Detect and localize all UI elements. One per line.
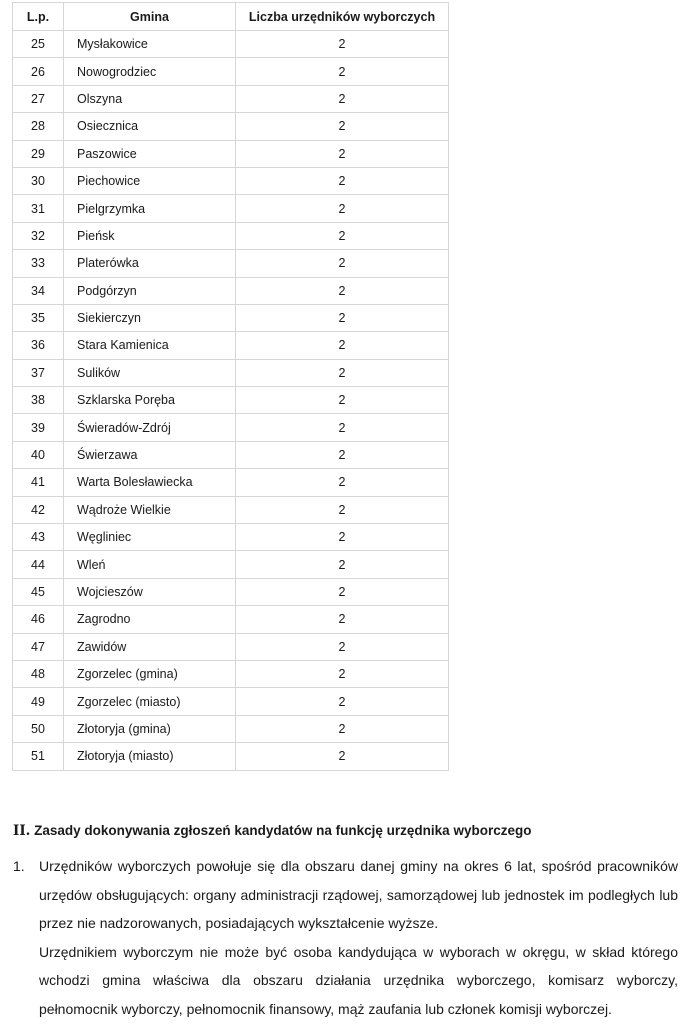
cell-count: 2 bbox=[236, 441, 449, 468]
cell-gmina: Pieńsk bbox=[64, 222, 236, 249]
cell-lp: 34 bbox=[13, 277, 64, 304]
table-row bbox=[13, 743, 449, 770]
table-row bbox=[13, 688, 449, 715]
cell-count: 2 bbox=[236, 250, 449, 277]
cell-lp: 42 bbox=[13, 496, 64, 523]
table-row bbox=[13, 58, 449, 85]
cell-gmina: Wleń bbox=[64, 551, 236, 578]
table-row bbox=[13, 304, 449, 331]
table-row bbox=[13, 113, 449, 140]
cell-count: 2 bbox=[236, 660, 449, 687]
header-gmina: Gmina bbox=[64, 3, 236, 31]
cell-lp: 45 bbox=[13, 578, 64, 605]
table-row bbox=[13, 441, 449, 468]
cell-count: 2 bbox=[236, 715, 449, 742]
table-row bbox=[13, 633, 449, 660]
cell-gmina: Stara Kamienica bbox=[64, 332, 236, 359]
cell-lp: 32 bbox=[13, 222, 64, 249]
cell-count: 2 bbox=[236, 277, 449, 304]
table-row bbox=[13, 31, 449, 58]
cell-gmina: Złotoryja (miasto) bbox=[64, 743, 236, 770]
cell-gmina: Platerówka bbox=[64, 250, 236, 277]
table-row bbox=[13, 414, 449, 441]
cell-gmina: Warta Bolesławiecka bbox=[64, 469, 236, 496]
cell-gmina: Świeradów-Zdrój bbox=[64, 414, 236, 441]
cell-gmina: Olszyna bbox=[64, 85, 236, 112]
cell-count: 2 bbox=[236, 332, 449, 359]
cell-count: 2 bbox=[236, 578, 449, 605]
cell-count: 2 bbox=[236, 496, 449, 523]
cell-lp: 49 bbox=[13, 688, 64, 715]
cell-gmina: Nowogrodziec bbox=[64, 58, 236, 85]
cell-count: 2 bbox=[236, 633, 449, 660]
cell-count: 2 bbox=[236, 606, 449, 633]
numbered-paragraph bbox=[13, 852, 678, 1024]
table-row bbox=[13, 85, 449, 112]
cell-gmina: Złotoryja (gmina) bbox=[64, 715, 236, 742]
table-row bbox=[13, 496, 449, 523]
table-row bbox=[13, 277, 449, 304]
cell-lp: 25 bbox=[13, 31, 64, 58]
cell-gmina: Sulików bbox=[64, 359, 236, 386]
cell-gmina: Siekierczyn bbox=[64, 304, 236, 331]
cell-gmina: Szklarska Poręba bbox=[64, 387, 236, 414]
cell-count: 2 bbox=[236, 469, 449, 496]
paragraph-number: 1. bbox=[13, 858, 25, 874]
cell-count: 2 bbox=[236, 414, 449, 441]
cell-gmina: Podgórzyn bbox=[64, 277, 236, 304]
cell-lp: 35 bbox=[13, 304, 64, 331]
cell-lp: 50 bbox=[13, 715, 64, 742]
cell-count: 2 bbox=[236, 195, 449, 222]
cell-gmina: Pielgrzymka bbox=[64, 195, 236, 222]
cell-count: 2 bbox=[236, 688, 449, 715]
cell-count: 2 bbox=[236, 551, 449, 578]
cell-gmina: Zgorzelec (miasto) bbox=[64, 688, 236, 715]
cell-lp: 26 bbox=[13, 58, 64, 85]
header-count: Liczba urzędników wyborczych bbox=[236, 3, 449, 31]
cell-gmina: Zawidów bbox=[64, 633, 236, 660]
table-row bbox=[13, 551, 449, 578]
cell-count: 2 bbox=[236, 31, 449, 58]
paragraph-2: Urzędnikiem wyborczym nie może być osoba kandydująca w wyborach w okręgu, w skład którego wchodzi gmina właściwa dla obszaru działania urzędnika wyborczego, komisarz wyborczy, pełnomocnik wyborczy, pełnomocnik finansowy, mąż zaufania lub członek komisji wyborczej. bbox=[39, 943, 678, 1017]
cell-lp: 40 bbox=[13, 441, 64, 468]
table-row bbox=[13, 715, 449, 742]
cell-gmina: Zgorzelec (gmina) bbox=[64, 660, 236, 687]
cell-count: 2 bbox=[236, 140, 449, 167]
cell-lp: 48 bbox=[13, 660, 64, 687]
cell-lp: 27 bbox=[13, 85, 64, 112]
table-row bbox=[13, 359, 449, 386]
paragraph-text bbox=[39, 852, 678, 1024]
table-row bbox=[13, 387, 449, 414]
table-row bbox=[13, 250, 449, 277]
cell-count: 2 bbox=[236, 85, 449, 112]
cell-count: 2 bbox=[236, 222, 449, 249]
cell-count: 2 bbox=[236, 524, 449, 551]
cell-gmina: Osiecznica bbox=[64, 113, 236, 140]
table-row bbox=[13, 222, 449, 249]
cell-count: 2 bbox=[236, 167, 449, 194]
cell-gmina: Wądroże Wielkie bbox=[64, 496, 236, 523]
cell-count: 2 bbox=[236, 58, 449, 85]
cell-count: 2 bbox=[236, 113, 449, 140]
section-heading bbox=[13, 823, 531, 839]
cell-lp: 39 bbox=[13, 414, 64, 441]
cell-lp: 44 bbox=[13, 551, 64, 578]
table-row bbox=[13, 524, 449, 551]
cell-gmina: Świerzawa bbox=[64, 441, 236, 468]
cell-lp: 28 bbox=[13, 113, 64, 140]
cell-lp: 37 bbox=[13, 359, 64, 386]
table-row bbox=[13, 660, 449, 687]
cell-lp: 29 bbox=[13, 140, 64, 167]
table-row bbox=[13, 140, 449, 167]
cell-gmina: Paszowice bbox=[64, 140, 236, 167]
cell-lp: 47 bbox=[13, 633, 64, 660]
section-title: Zasady dokonywania zgłoszeń kandydatów na funkcję urzędnika wyborczego bbox=[30, 823, 532, 838]
cell-lp: 33 bbox=[13, 250, 64, 277]
cell-lp: 41 bbox=[13, 469, 64, 496]
cell-count: 2 bbox=[236, 743, 449, 770]
paragraph-1: Urzędników wyborczych powołuje się dla obszaru danej gminy na okres 6 lat, spośród pracowników urzędów obsługujących: organy administracji rządowej, samorządowej lub jednostek im podległych lub przez nie nadzorowanych, posiadających wykształcenie wyższe. bbox=[39, 858, 678, 932]
cell-gmina: Mysłakowice bbox=[64, 31, 236, 58]
table-row bbox=[13, 469, 449, 496]
cell-lp: 36 bbox=[13, 332, 64, 359]
table-row bbox=[13, 195, 449, 222]
officials-table bbox=[12, 2, 449, 771]
table-row bbox=[13, 167, 449, 194]
cell-lp: 43 bbox=[13, 524, 64, 551]
cell-gmina: Wojcieszów bbox=[64, 578, 236, 605]
table-row bbox=[13, 578, 449, 605]
cell-count: 2 bbox=[236, 304, 449, 331]
cell-gmina: Zagrodno bbox=[64, 606, 236, 633]
cell-count: 2 bbox=[236, 387, 449, 414]
section-roman-numeral: II. bbox=[13, 823, 31, 839]
cell-lp: 51 bbox=[13, 743, 64, 770]
table-body bbox=[13, 31, 449, 771]
cell-lp: 46 bbox=[13, 606, 64, 633]
table-row bbox=[13, 332, 449, 359]
table-header-row bbox=[13, 3, 449, 31]
table-row bbox=[13, 606, 449, 633]
cell-gmina: Piechowice bbox=[64, 167, 236, 194]
cell-gmina: Węgliniec bbox=[64, 524, 236, 551]
cell-count: 2 bbox=[236, 359, 449, 386]
cell-lp: 38 bbox=[13, 387, 64, 414]
cell-lp: 30 bbox=[13, 167, 64, 194]
cell-lp: 31 bbox=[13, 195, 64, 222]
header-lp: L.p. bbox=[13, 3, 64, 31]
